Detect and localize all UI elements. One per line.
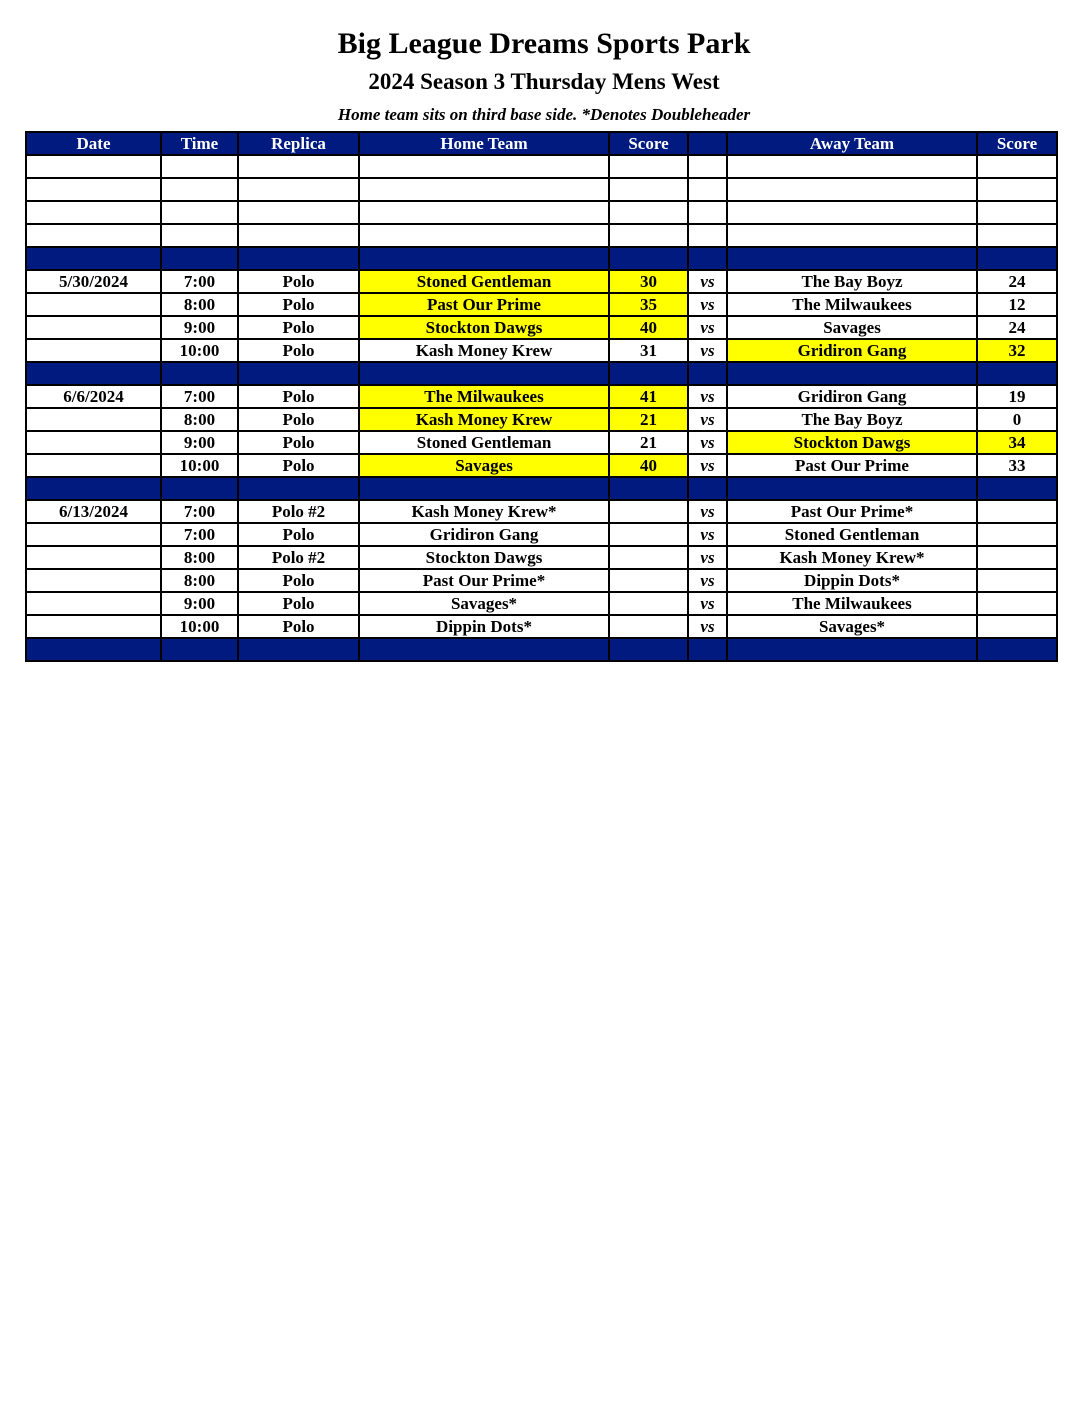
- schedule-table: [25, 131, 1058, 662]
- date-cell: [26, 224, 161, 247]
- home-team-cell: [359, 362, 609, 385]
- col-header-away-score: Score: [977, 132, 1057, 155]
- replica-cell: Polo: [238, 385, 359, 408]
- table-row: [26, 385, 1057, 408]
- away-team-cell: [727, 247, 977, 270]
- home-team-cell: [359, 201, 609, 224]
- away-score-cell: [977, 592, 1057, 615]
- replica-cell: [238, 477, 359, 500]
- time-cell: 8:00: [161, 569, 238, 592]
- replica-cell: [238, 247, 359, 270]
- date-cell: [26, 546, 161, 569]
- away-team-cell: The Bay Boyz: [727, 408, 977, 431]
- replica-cell: Polo: [238, 569, 359, 592]
- replica-cell: Polo: [238, 615, 359, 638]
- empty-row: [26, 201, 1057, 224]
- table-row: [26, 615, 1057, 638]
- home-score-cell: [609, 201, 688, 224]
- empty-row: [26, 224, 1057, 247]
- date-cell: [26, 569, 161, 592]
- date-cell: [26, 316, 161, 339]
- time-cell: 9:00: [161, 592, 238, 615]
- schedule-note: Home team sits on third base side. *Denotes Doubleheader: [337, 105, 751, 124]
- time-cell: [161, 178, 238, 201]
- away-score-cell: [977, 178, 1057, 201]
- away-team-cell: [727, 178, 977, 201]
- vs-cell: [688, 224, 727, 247]
- away-team-cell: [727, 638, 977, 661]
- table-row: [26, 408, 1057, 431]
- away-score-cell: [977, 569, 1057, 592]
- table-row: [26, 454, 1057, 477]
- time-cell: [161, 362, 238, 385]
- home-team-cell: [359, 477, 609, 500]
- home-score-cell: 35: [609, 293, 688, 316]
- home-score-cell: 41: [609, 385, 688, 408]
- home-team-cell: [359, 178, 609, 201]
- replica-cell: Polo: [238, 408, 359, 431]
- away-score-cell: 32: [977, 339, 1057, 362]
- away-team-cell: Savages: [727, 316, 977, 339]
- home-score-cell: [609, 362, 688, 385]
- away-team-cell: Past Our Prime: [727, 454, 977, 477]
- table-row: [26, 431, 1057, 454]
- date-cell: [26, 477, 161, 500]
- vs-cell: vs: [688, 270, 727, 293]
- table-row: [26, 592, 1057, 615]
- date-cell: [26, 201, 161, 224]
- away-team-cell: Gridiron Gang: [727, 339, 977, 362]
- home-score-cell: 40: [609, 454, 688, 477]
- away-score-cell: 12: [977, 293, 1057, 316]
- vs-cell: vs: [688, 316, 727, 339]
- home-team-cell: Kash Money Krew*: [359, 500, 609, 523]
- home-score-cell: [609, 523, 688, 546]
- home-score-cell: 21: [609, 408, 688, 431]
- away-team-cell: [727, 224, 977, 247]
- home-team-cell: [359, 638, 609, 661]
- vs-cell: vs: [688, 408, 727, 431]
- col-header-time: Time: [161, 132, 238, 155]
- home-team-cell: Stockton Dawgs: [359, 546, 609, 569]
- home-team-cell: Dippin Dots*: [359, 615, 609, 638]
- date-cell: [26, 408, 161, 431]
- date-cell: [26, 638, 161, 661]
- col-header-date: Date: [26, 132, 161, 155]
- home-team-cell: Past Our Prime*: [359, 569, 609, 592]
- empty-row: [26, 178, 1057, 201]
- vs-cell: vs: [688, 431, 727, 454]
- away-team-cell: The Milwaukees: [727, 293, 977, 316]
- replica-cell: Polo: [238, 592, 359, 615]
- time-cell: 10:00: [161, 339, 238, 362]
- table-row: [26, 316, 1057, 339]
- away-score-cell: [977, 500, 1057, 523]
- vs-cell: [688, 201, 727, 224]
- vs-cell: [688, 155, 727, 178]
- vs-cell: vs: [688, 385, 727, 408]
- home-score-cell: 31: [609, 339, 688, 362]
- page-subtitle: 2024 Season 3 Thursday Mens West: [368, 69, 720, 94]
- col-header-away-team: Away Team: [727, 132, 977, 155]
- section-divider-row: [26, 638, 1057, 661]
- away-score-cell: 34: [977, 431, 1057, 454]
- vs-cell: [688, 638, 727, 661]
- date-cell: [26, 155, 161, 178]
- away-score-cell: 0: [977, 408, 1057, 431]
- home-score-cell: [609, 477, 688, 500]
- date-cell: 5/30/2024: [26, 270, 161, 293]
- table-header-row: [26, 132, 1057, 155]
- vs-cell: [688, 477, 727, 500]
- col-header-vs: [688, 132, 727, 155]
- away-score-cell: [977, 155, 1057, 178]
- away-team-cell: Stoned Gentleman: [727, 523, 977, 546]
- home-score-cell: 30: [609, 270, 688, 293]
- home-score-cell: [609, 500, 688, 523]
- vs-cell: vs: [688, 293, 727, 316]
- away-score-cell: [977, 247, 1057, 270]
- away-team-cell: [727, 362, 977, 385]
- replica-cell: Polo: [238, 431, 359, 454]
- replica-cell: Polo: [238, 293, 359, 316]
- date-cell: [26, 454, 161, 477]
- away-score-cell: 19: [977, 385, 1057, 408]
- vs-cell: vs: [688, 615, 727, 638]
- date-cell: [26, 431, 161, 454]
- away-team-cell: Gridiron Gang: [727, 385, 977, 408]
- time-cell: 7:00: [161, 270, 238, 293]
- away-score-cell: 33: [977, 454, 1057, 477]
- home-team-cell: [359, 155, 609, 178]
- col-header-home-team: Home Team: [359, 132, 609, 155]
- time-cell: 10:00: [161, 615, 238, 638]
- section-divider-row: [26, 362, 1057, 385]
- time-cell: 9:00: [161, 431, 238, 454]
- time-cell: [161, 155, 238, 178]
- col-header-replica: Replica: [238, 132, 359, 155]
- away-score-cell: [977, 477, 1057, 500]
- home-team-cell: Kash Money Krew: [359, 339, 609, 362]
- away-team-cell: [727, 201, 977, 224]
- home-team-cell: Past Our Prime: [359, 293, 609, 316]
- vs-cell: vs: [688, 592, 727, 615]
- replica-cell: Polo: [238, 523, 359, 546]
- time-cell: [161, 477, 238, 500]
- away-score-cell: [977, 201, 1057, 224]
- away-team-cell: [727, 477, 977, 500]
- time-cell: 10:00: [161, 454, 238, 477]
- date-cell: [26, 339, 161, 362]
- replica-cell: [238, 201, 359, 224]
- vs-cell: vs: [688, 546, 727, 569]
- home-team-cell: Gridiron Gang: [359, 523, 609, 546]
- away-team-cell: Kash Money Krew*: [727, 546, 977, 569]
- replica-cell: Polo: [238, 270, 359, 293]
- home-score-cell: [609, 592, 688, 615]
- time-cell: [161, 638, 238, 661]
- away-score-cell: [977, 546, 1057, 569]
- vs-cell: vs: [688, 339, 727, 362]
- home-team-cell: The Milwaukees: [359, 385, 609, 408]
- home-team-cell: Savages: [359, 454, 609, 477]
- date-cell: [26, 178, 161, 201]
- table-row: [26, 293, 1057, 316]
- time-cell: 8:00: [161, 408, 238, 431]
- vs-cell: [688, 247, 727, 270]
- time-cell: 8:00: [161, 293, 238, 316]
- replica-cell: [238, 155, 359, 178]
- replica-cell: Polo: [238, 339, 359, 362]
- home-team-cell: [359, 224, 609, 247]
- replica-cell: Polo #2: [238, 546, 359, 569]
- time-cell: [161, 201, 238, 224]
- vs-cell: vs: [688, 523, 727, 546]
- away-team-cell: Past Our Prime*: [727, 500, 977, 523]
- home-team-cell: [359, 247, 609, 270]
- section-divider-row: [26, 477, 1057, 500]
- time-cell: 8:00: [161, 546, 238, 569]
- home-team-cell: Stoned Gentleman: [359, 431, 609, 454]
- home-score-cell: [609, 224, 688, 247]
- away-team-cell: The Milwaukees: [727, 592, 977, 615]
- date-cell: [26, 362, 161, 385]
- time-cell: [161, 247, 238, 270]
- vs-cell: vs: [688, 500, 727, 523]
- time-cell: 9:00: [161, 316, 238, 339]
- page-title: Big League Dreams Sports Park: [337, 27, 751, 60]
- away-score-cell: 24: [977, 270, 1057, 293]
- home-team-cell: Savages*: [359, 592, 609, 615]
- table-row: [26, 523, 1057, 546]
- home-score-cell: [609, 546, 688, 569]
- replica-cell: Polo #2: [238, 500, 359, 523]
- away-team-cell: The Bay Boyz: [727, 270, 977, 293]
- table-row: [26, 569, 1057, 592]
- away-score-cell: [977, 638, 1057, 661]
- home-team-cell: Stoned Gentleman: [359, 270, 609, 293]
- away-score-cell: [977, 523, 1057, 546]
- vs-cell: [688, 178, 727, 201]
- home-score-cell: [609, 638, 688, 661]
- table-row: [26, 339, 1057, 362]
- home-team-cell: Stockton Dawgs: [359, 316, 609, 339]
- date-cell: [26, 592, 161, 615]
- home-score-cell: [609, 178, 688, 201]
- date-cell: 6/13/2024: [26, 500, 161, 523]
- vs-cell: vs: [688, 569, 727, 592]
- replica-cell: Polo: [238, 454, 359, 477]
- section-divider-row: [26, 247, 1057, 270]
- away-team-cell: Savages*: [727, 615, 977, 638]
- home-score-cell: 40: [609, 316, 688, 339]
- time-cell: [161, 224, 238, 247]
- away-score-cell: [977, 615, 1057, 638]
- table-row: [26, 500, 1057, 523]
- vs-cell: vs: [688, 454, 727, 477]
- table-row: [26, 546, 1057, 569]
- time-cell: 7:00: [161, 523, 238, 546]
- home-team-cell: Kash Money Krew: [359, 408, 609, 431]
- replica-cell: [238, 638, 359, 661]
- col-header-home-score: Score: [609, 132, 688, 155]
- time-cell: 7:00: [161, 385, 238, 408]
- vs-cell: [688, 362, 727, 385]
- home-score-cell: 21: [609, 431, 688, 454]
- away-team-cell: Stockton Dawgs: [727, 431, 977, 454]
- away-score-cell: [977, 224, 1057, 247]
- date-cell: [26, 523, 161, 546]
- table-row: [26, 270, 1057, 293]
- empty-row: [26, 155, 1057, 178]
- date-cell: [26, 615, 161, 638]
- home-score-cell: [609, 615, 688, 638]
- replica-cell: [238, 178, 359, 201]
- date-cell: [26, 293, 161, 316]
- home-score-cell: [609, 155, 688, 178]
- home-score-cell: [609, 569, 688, 592]
- date-cell: 6/6/2024: [26, 385, 161, 408]
- date-cell: [26, 247, 161, 270]
- replica-cell: Polo: [238, 316, 359, 339]
- away-score-cell: [977, 362, 1057, 385]
- replica-cell: [238, 362, 359, 385]
- away-team-cell: [727, 155, 977, 178]
- away-team-cell: Dippin Dots*: [727, 569, 977, 592]
- home-score-cell: [609, 247, 688, 270]
- time-cell: 7:00: [161, 500, 238, 523]
- replica-cell: [238, 224, 359, 247]
- away-score-cell: 24: [977, 316, 1057, 339]
